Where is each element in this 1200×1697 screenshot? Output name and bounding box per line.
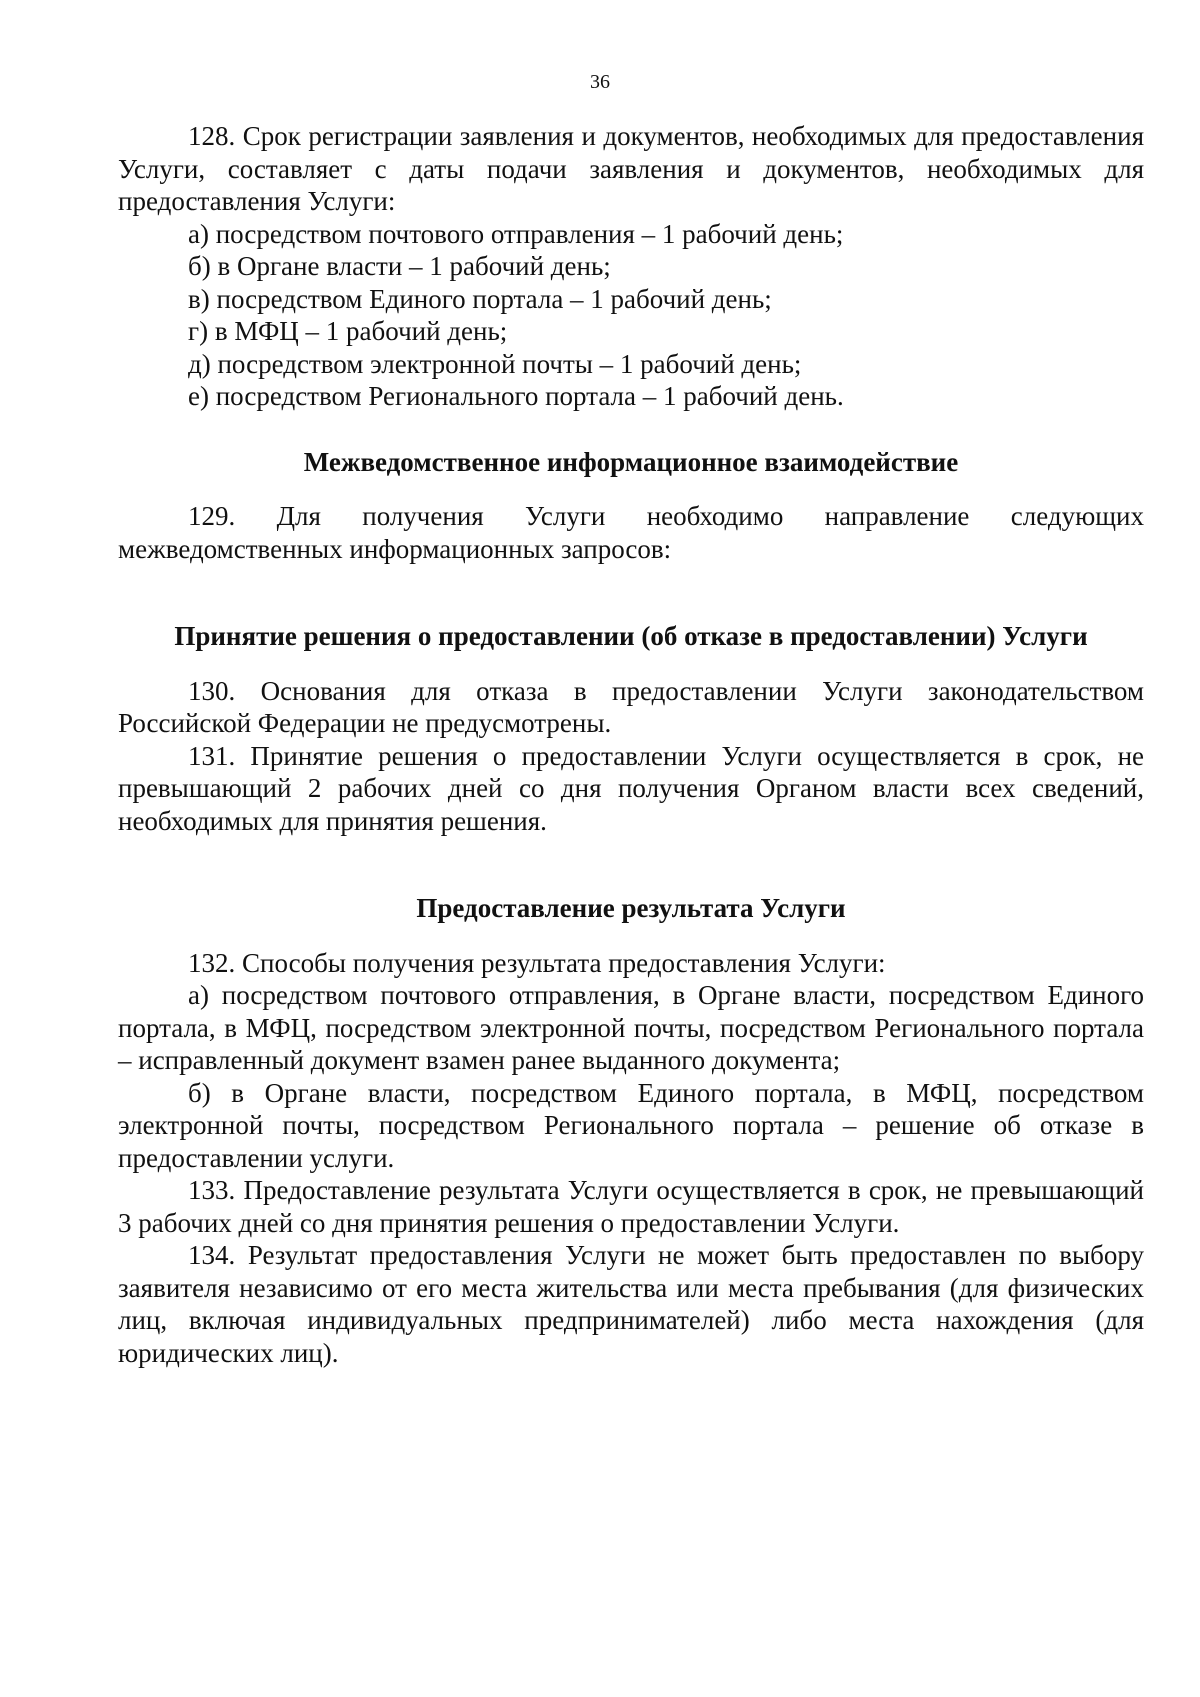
section-heading-interagency: Межведомственное информационное взаимодействие	[303, 446, 959, 477]
list-item-132a: а) посредством почтового отправления, в Органе власти, посредством Единого портала, в МФЦ, посредством электронной почты, посредством Регионального портала – исправленный документ взамен ранее выданного документа;	[118, 980, 1144, 1075]
paragraph-132: 132. Способы получения результата предоставления Услуги:	[188, 947, 886, 978]
document-body	[118, 120, 1144, 1369]
list-item-128c: в) посредством Единого портала – 1 рабочий день;	[188, 283, 772, 314]
paragraph-133: 133. Предоставление результата Услуги осуществляется в срок, не превышающий 3 рабочих дней со дня принятия решения о предоставлении Услуги.	[118, 1175, 1144, 1238]
list-item-128a: а) посредством почтового отправления – 1 рабочий день;	[188, 218, 844, 249]
list-item-128d: г) в МФЦ – 1 рабочий день;	[188, 316, 508, 346]
paragraph-134: 134. Результат предоставления Услуги не может быть предоставлен по выбору заявителя независимо от его места жительства или места пребывания (для физических лиц, включая индивидуальных предпринимателей) либо места нахождения (для юридических лиц).	[118, 1240, 1144, 1368]
paragraph-130: 130. Основания для отказа в предоставлении Услуги законодательством Российской Федерации не предусмотрены.	[118, 675, 1144, 738]
paragraph-128: 128. Срок регистрации заявления и документов, необходимых для предоставления Услуги, составляет с даты подачи заявления и документов, необходимых для предоставления Услуги:	[118, 121, 1144, 216]
list-item-128f: е) посредством Регионального портала – 1 рабочий день.	[188, 381, 844, 411]
section-heading-decision: Принятие решения о предоставлении (об отказе в предоставлении) Услуги	[174, 621, 1088, 651]
paragraph-131: 131. Принятие решения о предоставлении Услуги осуществляется в срок, не превышающий 2 рабочих дней со дня получения Органом власти всех сведений, необходимых для принятия решения.	[118, 740, 1144, 836]
list-item-128b: б) в Органе власти – 1 рабочий день;	[188, 251, 611, 281]
list-item-128e: д) посредством электронной почты – 1 рабочий день;	[188, 348, 802, 379]
section-heading-result: Предоставление результата Услуги	[416, 893, 846, 923]
page-number: 36	[590, 71, 610, 93]
paragraph-129: 129. Для получения Услуги необходимо направление следующих межведомственных информационных запросов:	[118, 501, 1144, 564]
list-item-132b: б) в Органе власти, посредством Единого портала, в МФЦ, посредством электронной почты, посредством Регионального портала – решение об отказе в предоставлении услуги.	[118, 1077, 1144, 1173]
